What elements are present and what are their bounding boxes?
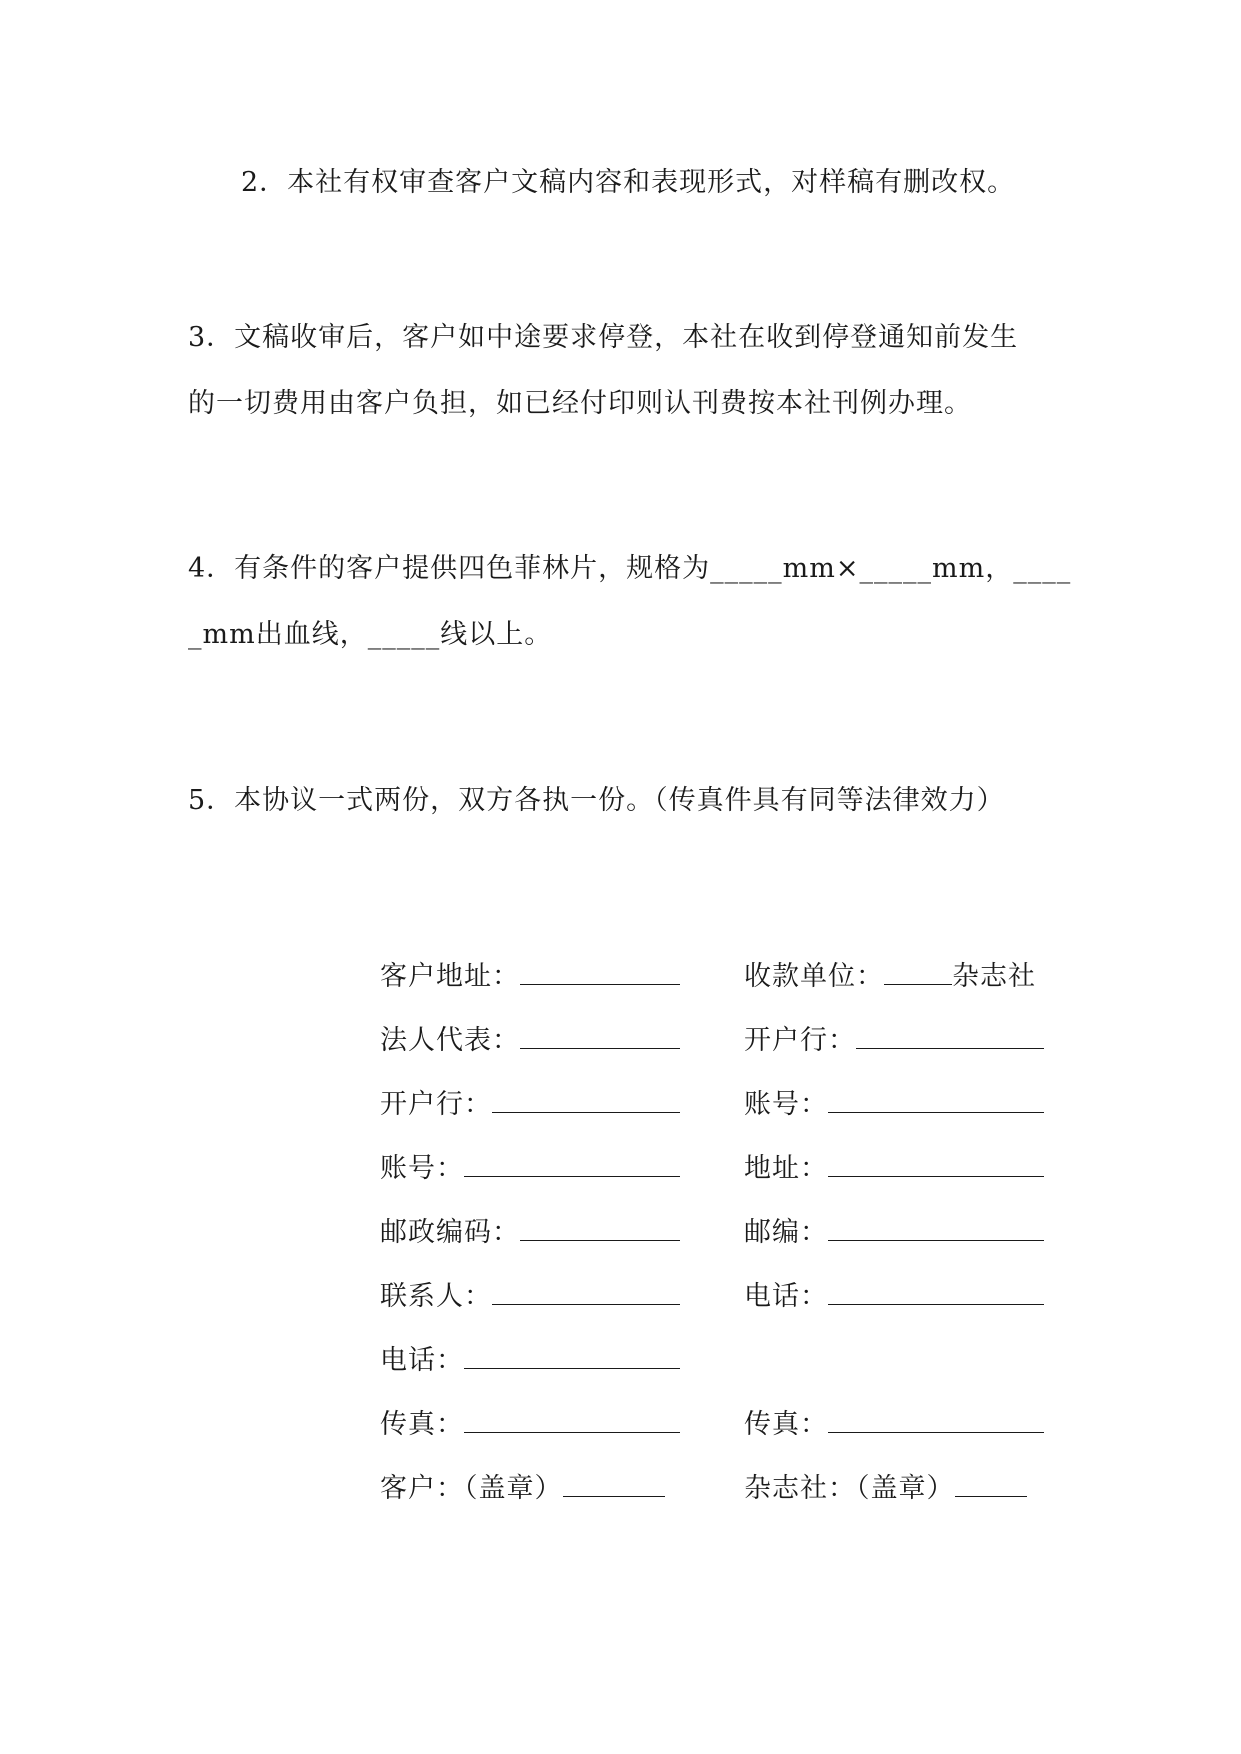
clause-3-line-1: 3．文稿收审后，客户如中途要求停登，本社在收到停登通知前发生 bbox=[188, 322, 1019, 353]
payee-suffix: 杂志社 bbox=[952, 961, 1036, 992]
magazine-seal-blank[interactable] bbox=[955, 1470, 1027, 1497]
legal-rep-blank[interactable] bbox=[520, 1022, 680, 1049]
payee-account-label: 账号： bbox=[744, 1089, 828, 1120]
payee-address-blank[interactable] bbox=[828, 1150, 1044, 1177]
payee-fax-blank[interactable] bbox=[828, 1406, 1044, 1433]
client-address-blank[interactable] bbox=[520, 958, 680, 985]
client-phone-blank[interactable] bbox=[464, 1342, 680, 1369]
payee-phone-blank[interactable] bbox=[828, 1278, 1044, 1305]
clause-2 bbox=[241, 150, 1101, 216]
payee-label: 收款单位： bbox=[744, 961, 884, 992]
payee-bank-label: 开户行： bbox=[744, 1025, 856, 1056]
client-seal-label: 客户：（盖章） bbox=[380, 1473, 563, 1504]
client-account-blank[interactable] bbox=[464, 1150, 680, 1177]
client-address-label: 客户地址： bbox=[380, 961, 520, 992]
payee-bank-row bbox=[744, 1022, 1048, 1059]
clause-4-line-2: _mm出血线，_____线以上。 bbox=[188, 619, 553, 650]
payee-postcode-row bbox=[744, 1214, 1048, 1251]
payee-address-label: 地址： bbox=[744, 1153, 828, 1184]
postal-code-label: 邮政编码： bbox=[380, 1217, 520, 1248]
payee-fax-row bbox=[744, 1406, 1048, 1443]
magazine-seal-label: 杂志社：（盖章） bbox=[744, 1473, 955, 1504]
clause-4 bbox=[188, 536, 1072, 668]
postal-code-row bbox=[380, 1214, 686, 1251]
contact-row bbox=[380, 1278, 686, 1315]
client-fax-label: 传真： bbox=[380, 1409, 464, 1440]
client-account-label: 账号： bbox=[380, 1153, 464, 1184]
client-phone-label: 电话： bbox=[380, 1345, 464, 1376]
contact-blank[interactable] bbox=[492, 1278, 680, 1305]
magazine-seal-row bbox=[744, 1470, 1048, 1507]
payee-fax-label: 传真： bbox=[744, 1409, 828, 1440]
postal-code-blank[interactable] bbox=[520, 1214, 680, 1241]
payee-blank[interactable] bbox=[884, 958, 952, 985]
clause-3-line-2: 的一切费用由客户负担，如已经付印则认刊费按本社刊例办理。 bbox=[188, 388, 972, 419]
payee-phone-row bbox=[744, 1278, 1048, 1315]
contact-label: 联系人： bbox=[380, 1281, 492, 1312]
legal-rep-row bbox=[380, 1022, 686, 1059]
clause-5-text: 5．本协议一式两份，双方各执一份。（传真件具有同等法律效力） bbox=[188, 785, 1005, 816]
client-address-row bbox=[380, 958, 686, 995]
clause-2-text: 2．本社有权审查客户文稿内容和表现形式，对样稿有删改权。 bbox=[241, 167, 1016, 198]
client-fax-row bbox=[380, 1406, 686, 1443]
client-bank-blank[interactable] bbox=[492, 1086, 680, 1113]
client-seal-blank[interactable] bbox=[563, 1470, 665, 1497]
payee-postcode-blank[interactable] bbox=[828, 1214, 1044, 1241]
payee-account-blank[interactable] bbox=[828, 1086, 1044, 1113]
client-seal-row bbox=[380, 1470, 686, 1507]
legal-rep-label: 法人代表： bbox=[380, 1025, 520, 1056]
payee-phone-label: 电话： bbox=[744, 1281, 828, 1312]
clause-3 bbox=[188, 305, 1048, 437]
client-phone-row bbox=[380, 1342, 686, 1379]
client-fax-blank[interactable] bbox=[464, 1406, 680, 1433]
payee-account-row bbox=[744, 1086, 1048, 1123]
payee-address-row bbox=[744, 1150, 1048, 1187]
payee-postcode-label: 邮编： bbox=[744, 1217, 828, 1248]
clause-4-line-1: 4．有条件的客户提供四色菲林片，规格为_____mm×_____mm，____ bbox=[188, 553, 1072, 584]
client-bank-row bbox=[380, 1086, 686, 1123]
clause-5 bbox=[188, 768, 1048, 834]
payee-row bbox=[744, 958, 1048, 995]
client-account-row bbox=[380, 1150, 686, 1187]
payee-bank-blank[interactable] bbox=[856, 1022, 1044, 1049]
client-bank-label: 开户行： bbox=[380, 1089, 492, 1120]
